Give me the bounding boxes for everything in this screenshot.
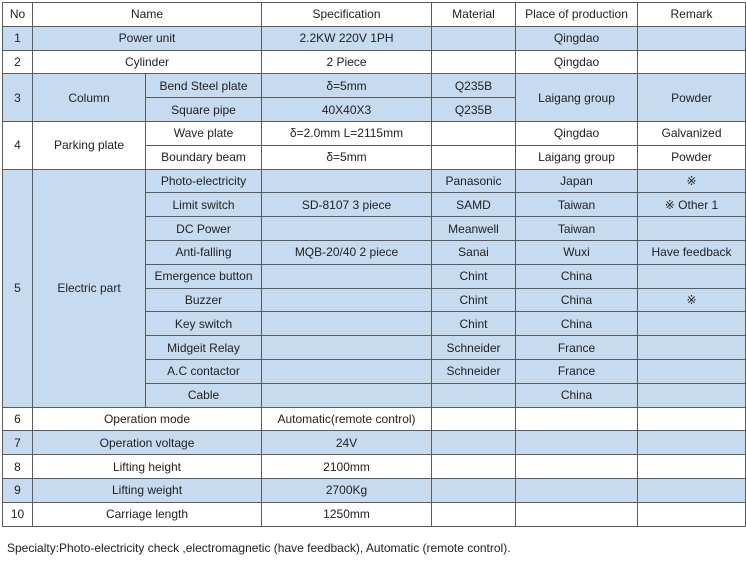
row-remark <box>638 26 746 50</box>
row-material <box>432 478 516 502</box>
row-spec <box>262 169 432 193</box>
row-spec: δ=2.0mm L=2115mm <box>262 121 432 145</box>
row-place <box>516 478 638 502</box>
row-name: Lifting height <box>33 455 262 479</box>
row-place: Qingdao <box>516 121 638 145</box>
row-name: Carriage length <box>33 502 262 526</box>
row-item-name: Wave plate <box>146 121 262 145</box>
row-item-name: Key switch <box>146 312 262 336</box>
row-spec <box>262 336 432 360</box>
row-place: France <box>516 359 638 383</box>
row-material: Schneider <box>432 359 516 383</box>
row-item-name: Anti-falling <box>146 240 262 264</box>
row-place: China <box>516 288 638 312</box>
row-remark: Have feedback <box>638 240 746 264</box>
row-material <box>432 145 516 169</box>
table-row <box>3 407 746 431</box>
row-spec: 1250mm <box>262 502 432 526</box>
row-material <box>432 383 516 407</box>
row-no: 2 <box>3 50 33 74</box>
header-no: No <box>3 3 33 27</box>
row-place <box>516 502 638 526</box>
row-material <box>432 431 516 455</box>
row-remark <box>638 264 746 288</box>
header-material: Material <box>432 3 516 27</box>
header-row <box>3 3 746 27</box>
row-spec: 2.2KW 220V 1PH <box>262 26 432 50</box>
row-no: 4 <box>3 121 33 169</box>
row-name: Operation mode <box>33 407 262 431</box>
row-remark: ※ <box>638 169 746 193</box>
table-row <box>3 478 746 502</box>
row-remark: ※ <box>638 288 746 312</box>
row-material <box>432 502 516 526</box>
table-row <box>3 50 746 74</box>
table-row <box>3 121 746 145</box>
header-place: Place of production <box>516 3 638 27</box>
row-material <box>432 455 516 479</box>
row-no: 7 <box>3 431 33 455</box>
row-remark <box>638 502 746 526</box>
row-spec: 2100mm <box>262 455 432 479</box>
specification-table <box>2 2 746 527</box>
row-no: 1 <box>3 26 33 50</box>
row-material: Schneider <box>432 336 516 360</box>
row-group: Column <box>33 74 146 122</box>
row-item-name: Midgeit Relay <box>146 336 262 360</box>
row-item-name: Emergence button <box>146 264 262 288</box>
row-name: Lifting weight <box>33 478 262 502</box>
row-no: 6 <box>3 407 33 431</box>
row-place: Qingdao <box>516 50 638 74</box>
row-item-name: DC Power <box>146 217 262 241</box>
row-material: Chint <box>432 288 516 312</box>
row-material: Q235B <box>432 98 516 122</box>
row-name: Power unit <box>33 26 262 50</box>
row-no: 9 <box>3 478 33 502</box>
row-place: Qingdao <box>516 26 638 50</box>
row-group: Parking plate <box>33 121 146 169</box>
row-remark: Powder <box>638 74 746 122</box>
row-material <box>432 26 516 50</box>
row-remark <box>638 359 746 383</box>
row-place: China <box>516 264 638 288</box>
table-row <box>3 502 746 526</box>
row-place: Taiwan <box>516 217 638 241</box>
row-spec <box>262 383 432 407</box>
row-spec <box>262 312 432 336</box>
row-spec: δ=5mm <box>262 74 432 98</box>
row-item-name: A.C contactor <box>146 359 262 383</box>
row-remark <box>638 407 746 431</box>
row-item-name: Square pipe <box>146 98 262 122</box>
row-remark: ※ Other 1 <box>638 193 746 217</box>
header-specification: Specification <box>262 3 432 27</box>
row-spec <box>262 359 432 383</box>
row-material: Sanai <box>432 240 516 264</box>
table-row <box>3 26 746 50</box>
row-spec <box>262 264 432 288</box>
row-material: Q235B <box>432 74 516 98</box>
row-material <box>432 121 516 145</box>
row-name: Cylinder <box>33 50 262 74</box>
row-place: Taiwan <box>516 193 638 217</box>
row-item-name: Bend Steel plate <box>146 74 262 98</box>
row-spec <box>262 288 432 312</box>
row-item-name: Photo-electricity <box>146 169 262 193</box>
header-remark: Remark <box>638 3 746 27</box>
table-row <box>3 431 746 455</box>
row-place: China <box>516 312 638 336</box>
row-spec: 2 Piece <box>262 50 432 74</box>
row-place: China <box>516 383 638 407</box>
row-material <box>432 407 516 431</box>
row-spec: 24V <box>262 431 432 455</box>
row-no: 8 <box>3 455 33 479</box>
row-no: 5 <box>3 169 33 407</box>
row-group: Electric part <box>33 169 146 407</box>
row-remark <box>638 478 746 502</box>
row-remark <box>638 312 746 336</box>
row-material: SAMD <box>432 193 516 217</box>
row-no: 10 <box>3 502 33 526</box>
row-material: Meanwell <box>432 217 516 241</box>
row-material: Panasonic <box>432 169 516 193</box>
row-remark <box>638 50 746 74</box>
row-remark: Galvanized <box>638 121 746 145</box>
row-material <box>432 50 516 74</box>
table-row <box>3 455 746 479</box>
row-item-name: Cable <box>146 383 262 407</box>
row-place <box>516 407 638 431</box>
row-remark <box>638 383 746 407</box>
row-remark: Powder <box>638 145 746 169</box>
row-item-name: Boundary beam <box>146 145 262 169</box>
row-place <box>516 431 638 455</box>
row-place: France <box>516 336 638 360</box>
row-spec: 2700Kg <box>262 478 432 502</box>
row-spec: SD-8107 3 piece <box>262 193 432 217</box>
table-row <box>3 74 746 98</box>
row-place <box>516 455 638 479</box>
row-remark <box>638 336 746 360</box>
row-material: Chint <box>432 264 516 288</box>
row-item-name: Buzzer <box>146 288 262 312</box>
row-material: Chint <box>432 312 516 336</box>
row-place: Laigang group <box>516 74 638 122</box>
row-spec: MQB-20/40 2 piece <box>262 240 432 264</box>
row-spec: δ=5mm <box>262 145 432 169</box>
row-name: Operation voltage <box>33 431 262 455</box>
header-name: Name <box>33 3 262 27</box>
row-spec: 40X40X3 <box>262 98 432 122</box>
table-row <box>3 169 746 193</box>
row-item-name: Limit switch <box>146 193 262 217</box>
row-place: Wuxi <box>516 240 638 264</box>
row-place: Japan <box>516 169 638 193</box>
row-no: 3 <box>3 74 33 122</box>
specialty-note: Specialty:Photo-electricity check ,electromagnetic (have feedback), Automatic (remote control). <box>7 541 511 555</box>
row-spec <box>262 217 432 241</box>
row-spec: Automatic(remote control) <box>262 407 432 431</box>
row-remark <box>638 431 746 455</box>
row-place: Laigang group <box>516 145 638 169</box>
row-remark <box>638 217 746 241</box>
row-remark <box>638 455 746 479</box>
